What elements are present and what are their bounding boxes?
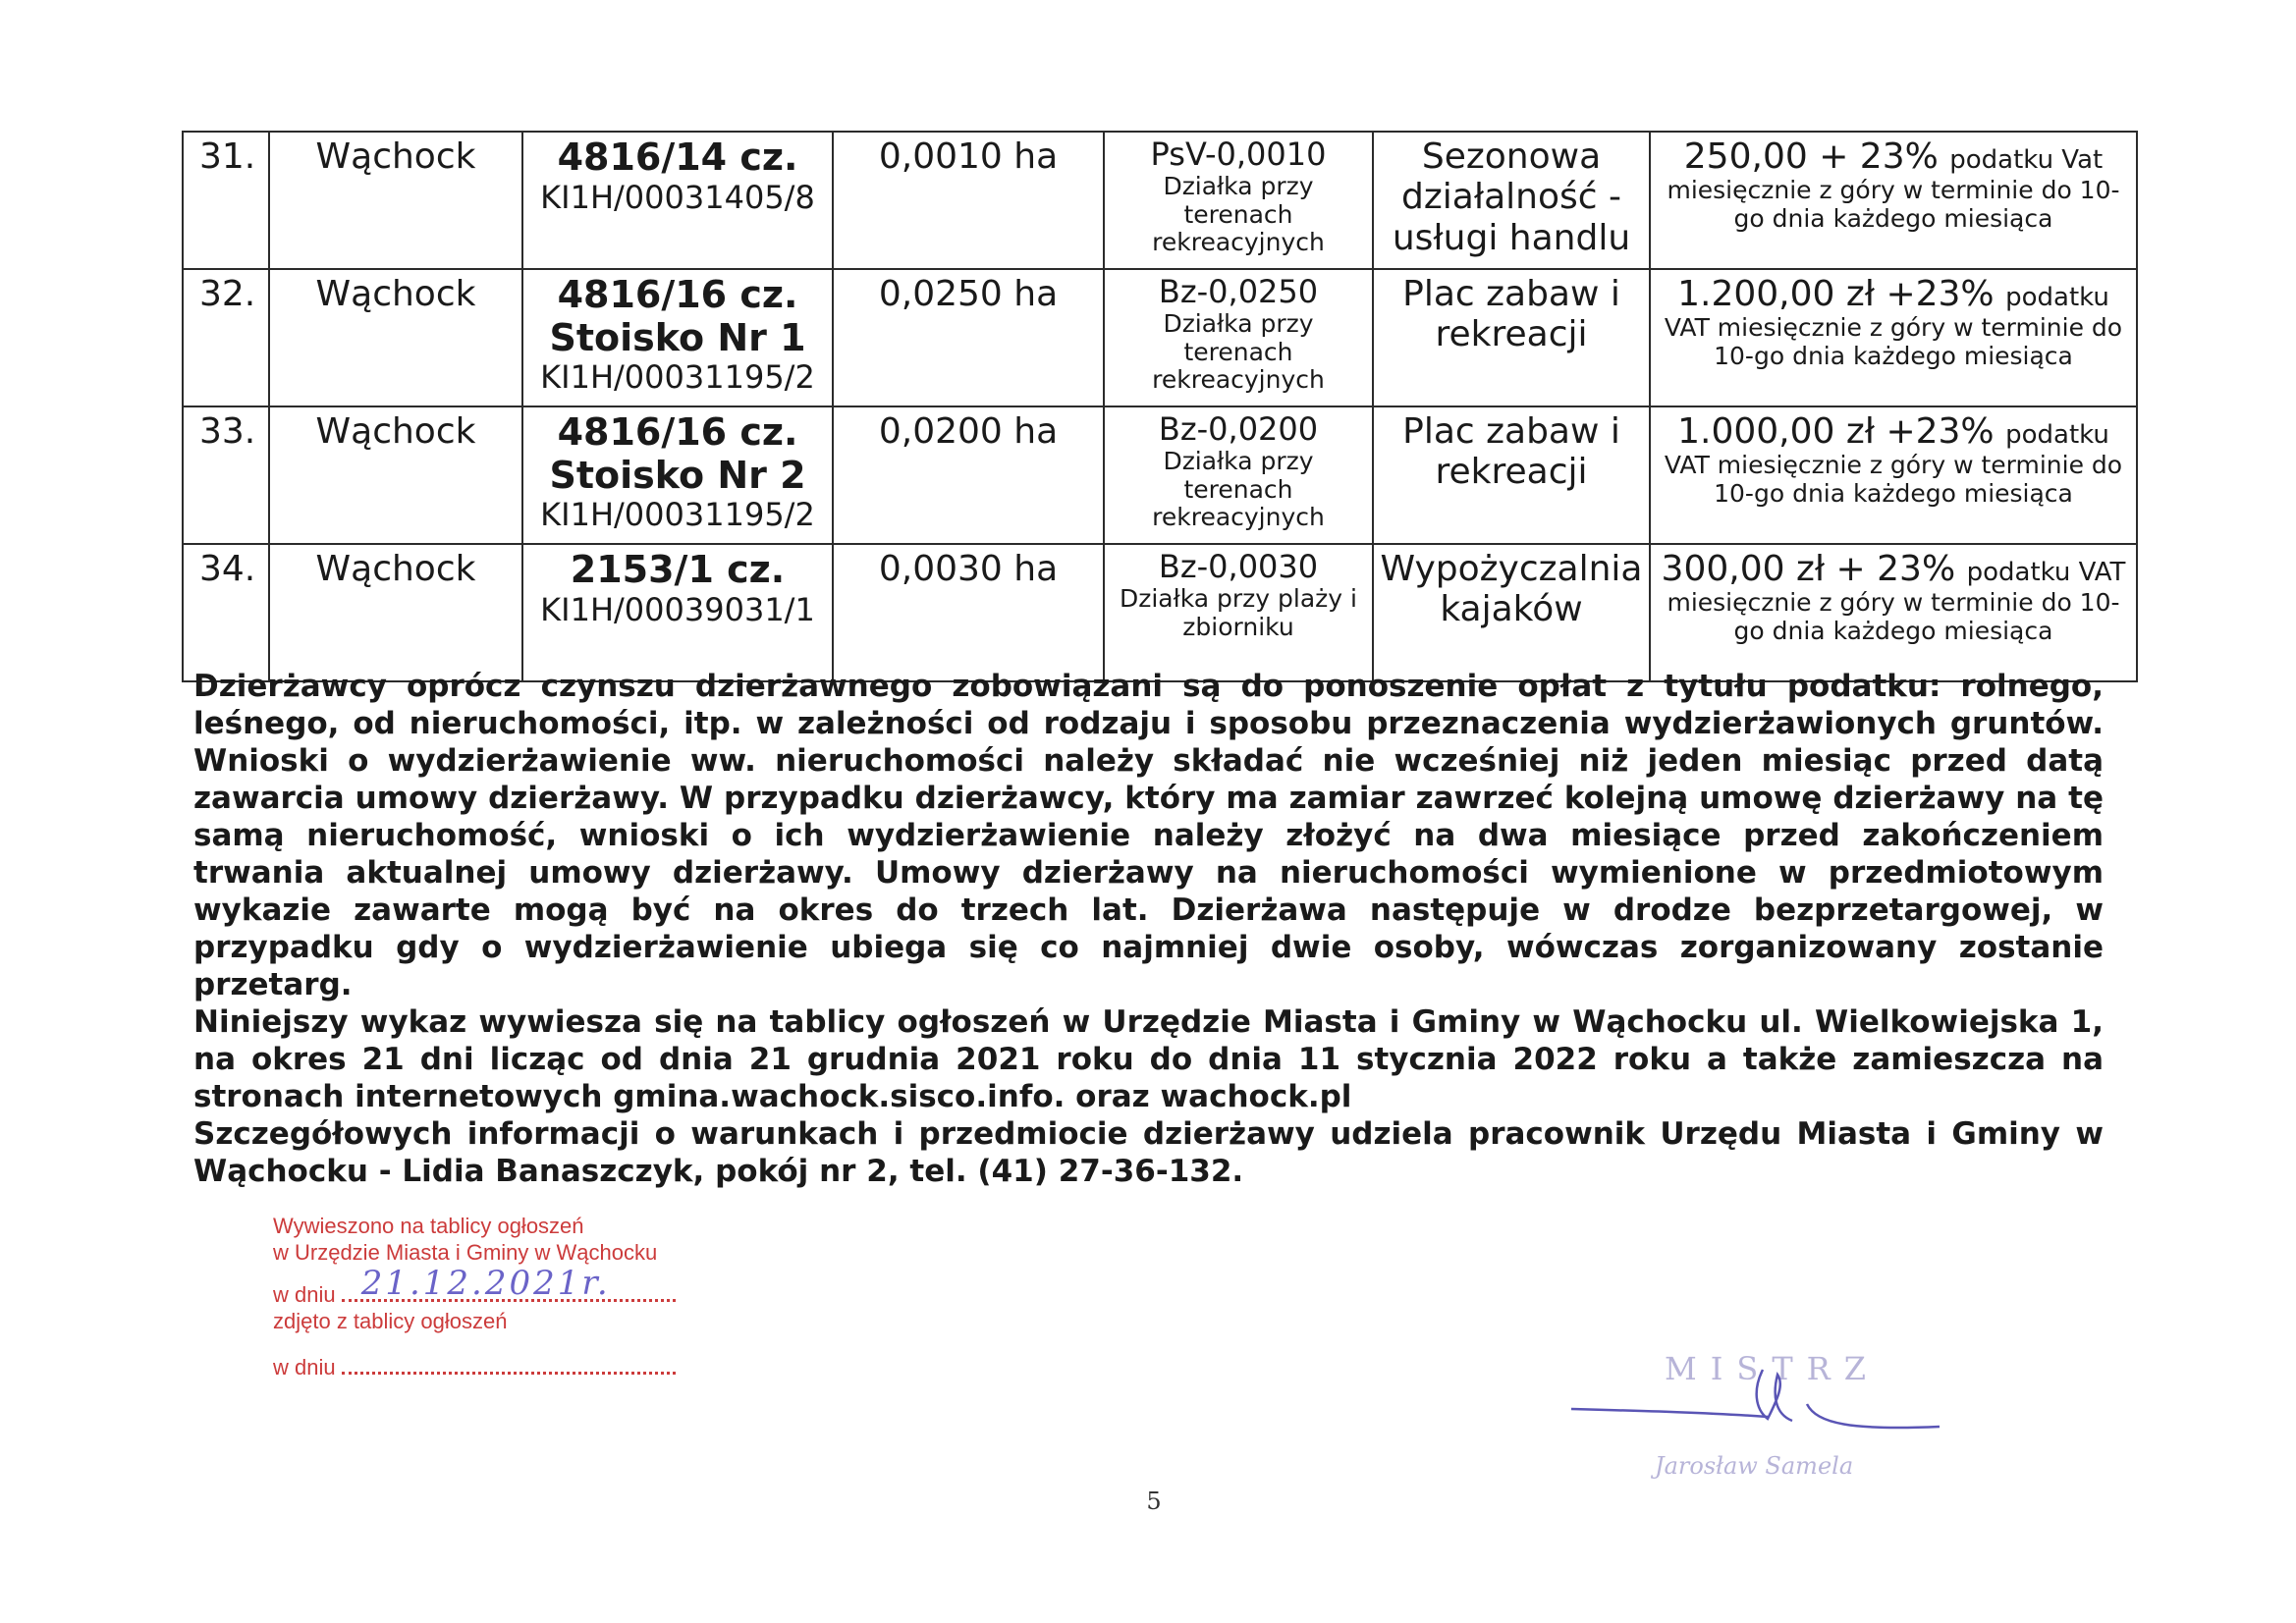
row-number: 34. — [183, 544, 269, 681]
lease-obligations-paragraph: Dzierżawcy oprócz czynszu dzierżawnego zobowiązani są do ponoszenie opłat z tytułu podatku: rolnego, leśnego, od nieruchomości, itp. w zależności od rodzaju i sposobu przeznaczenia wydzierżawionych gruntów. Wnioski o wydzierżawienie ww. nieruchomości należy składać nie wcześniej niż jeden miesiąc przed datą zawarcia umowy dzierżawy. W przypadku dzierżawcy, który ma zamiar zawrzeć kolejną umowę dzierżawy na tę samą nieruchomość, wnioski o ich wydzierżawienie należy złożyć na dwa miesiące przed zakończeniem trwania aktualnej umowy dzierżawy. Umowy dzierżawy na nieruchomości wymienione w przedmiotowym wykazie zawarte mogą być na okres do trzech lat. Dzierżawa następuje w drodze bezprzetargowej, w przypadku gdy o wydzierżawienie ubiega się co najmniej dwie osoby, wówczas zorganizowany zostanie przetarg. — [193, 669, 2104, 1002]
signature-block — [1566, 1350, 1979, 1488]
signatory-name: Jarosław Samela — [1655, 1452, 1854, 1480]
parcel-number: 2153/1 cz. — [570, 548, 786, 591]
rent-tax-label: podatku — [2005, 420, 2109, 450]
parcel-number: 4816/14 cz. — [557, 135, 798, 179]
parcel-cell — [522, 132, 833, 269]
stamp-line-posted: Wywieszono na tablicy ogłoszeń — [273, 1214, 584, 1238]
rent-amount: 1.000,00 zł +23% — [1677, 411, 1995, 452]
purpose-cell — [1104, 132, 1373, 269]
table-row — [183, 132, 2137, 269]
area-cell: 0,0200 ha — [833, 406, 1104, 544]
stall-number: Stoisko Nr 2 — [549, 453, 806, 497]
purpose-description: Działka przy terenach rekreacyjnych — [1152, 171, 1325, 257]
purpose-cell — [1104, 544, 1373, 681]
use-cell: Sezonowa działalność - usługi handlu — [1373, 132, 1650, 269]
area-cell: 0,0250 ha — [833, 269, 1104, 406]
location-cell: Wąchock — [269, 269, 522, 406]
purpose-code: PsV-0,0010 — [1150, 135, 1327, 173]
rent-cell — [1650, 406, 2137, 544]
purpose-cell — [1104, 406, 1373, 544]
row-number: 31. — [183, 132, 269, 269]
parcel-number: 4816/16 cz. — [557, 273, 798, 316]
handwritten-signature — [1566, 1350, 1979, 1458]
purpose-description: Działka przy terenach rekreacyjnych — [1152, 308, 1325, 395]
purpose-description: Działka przy terenach rekreacyjnych — [1152, 446, 1325, 532]
land-register-number: KI1H/00039031/1 — [540, 590, 815, 628]
handwritten-date: 21.12.2021r. — [360, 1264, 611, 1303]
rent-terms: VAT miesięcznie z góry w terminie do 10-go dnia każdego miesiąca — [1664, 313, 2123, 371]
parcel-cell — [522, 406, 833, 544]
rent-tax-label: podatku Vat — [1949, 145, 2104, 175]
signature-title: MISTRZ — [1665, 1350, 1880, 1387]
row-number: 32. — [183, 269, 269, 406]
area-cell: 0,0030 ha — [833, 544, 1104, 681]
parcel-cell — [522, 544, 833, 681]
rent-amount: 300,00 zł + 23% — [1661, 549, 1956, 589]
use-cell: Plac zabaw i rekreacji — [1373, 269, 1650, 406]
purpose-code: Bz-0,0250 — [1158, 273, 1319, 310]
use-cell: Plac zabaw i rekreacji — [1373, 406, 1650, 544]
land-register-number: KI1H/00031195/2 — [540, 496, 815, 534]
purpose-code: Bz-0,0200 — [1158, 410, 1319, 448]
rent-cell — [1650, 132, 2137, 269]
rent-amount: 1.200,00 zł +23% — [1677, 274, 1995, 314]
table-row — [183, 269, 2137, 406]
page-number: 5 — [1146, 1488, 1162, 1515]
land-register-number: KI1H/00031405/8 — [540, 178, 815, 216]
parcel-number: 4816/16 cz. — [557, 410, 798, 454]
rent-cell — [1650, 269, 2137, 406]
parcel-cell — [522, 269, 833, 406]
rent-tax-label: podatku — [2005, 283, 2109, 312]
land-register-number: KI1H/00031195/2 — [540, 358, 815, 397]
use-cell: Wypożyczalnia kajaków — [1373, 544, 1650, 681]
posting-info-paragraph: Niniejszy wykaz wywiesza się na tablicy ogłoszeń w Urzędzie Miasta i Gminy w Wąchocku ul. Wielkowiejska 1, na okres 21 dni licząc od dnia 21 grudnia 2021 roku do dnia 11 stycznia 2022 roku a także zamieszcza na stronach internetowych gmina.wachock.sisco.info. oraz wachock.pl — [193, 1004, 2104, 1114]
purpose-code: Bz-0,0030 — [1158, 548, 1319, 585]
table-row — [183, 544, 2137, 681]
rent-terms: miesięcznie z góry w terminie do 10-go dnia każdego miesiąca — [1667, 588, 2120, 646]
purpose-description: Działka przy plaży i zbiorniku — [1119, 583, 1357, 641]
rent-cell — [1650, 544, 2137, 681]
lease-table — [182, 131, 2138, 682]
contact-info-paragraph: Szczegółowych informacji o warunkach i przedmiocie dzierżawy udziela pracownik Urzędu Miasta i Gminy w Wąchocku - Lidia Banaszczyk, pokój nr 2, tel. (41) 27-36-132. — [193, 1116, 2104, 1189]
stamp-line-office: w Urzędzie Miasta i Gminy w Wąchocku — [273, 1240, 658, 1265]
stall-number: Stoisko Nr 1 — [549, 315, 806, 359]
table-row — [183, 406, 2137, 544]
area-cell: 0,0010 ha — [833, 132, 1104, 269]
stamp-line-removed: zdjęto z tablicy ogłoszeń — [273, 1309, 508, 1333]
stamp-date-label: w dniu — [273, 1282, 336, 1307]
location-cell: Wąchock — [269, 544, 522, 681]
rent-tax-label: podatku VAT — [1966, 558, 2126, 587]
location-cell: Wąchock — [269, 406, 522, 544]
lease-notes — [193, 668, 2104, 1190]
rent-terms: VAT miesięcznie z góry w terminie do 10-go dnia każdego miesiąca — [1664, 451, 2123, 509]
rent-terms: miesięcznie z góry w terminie do 10-go dnia każdego miesiąca — [1667, 176, 2120, 234]
purpose-cell — [1104, 269, 1373, 406]
posting-stamp — [273, 1213, 725, 1380]
stamp-date-label-2: w dniu — [273, 1355, 336, 1380]
location-cell: Wąchock — [269, 132, 522, 269]
rent-amount: 250,00 + 23% — [1683, 136, 1939, 177]
row-number: 33. — [183, 406, 269, 544]
